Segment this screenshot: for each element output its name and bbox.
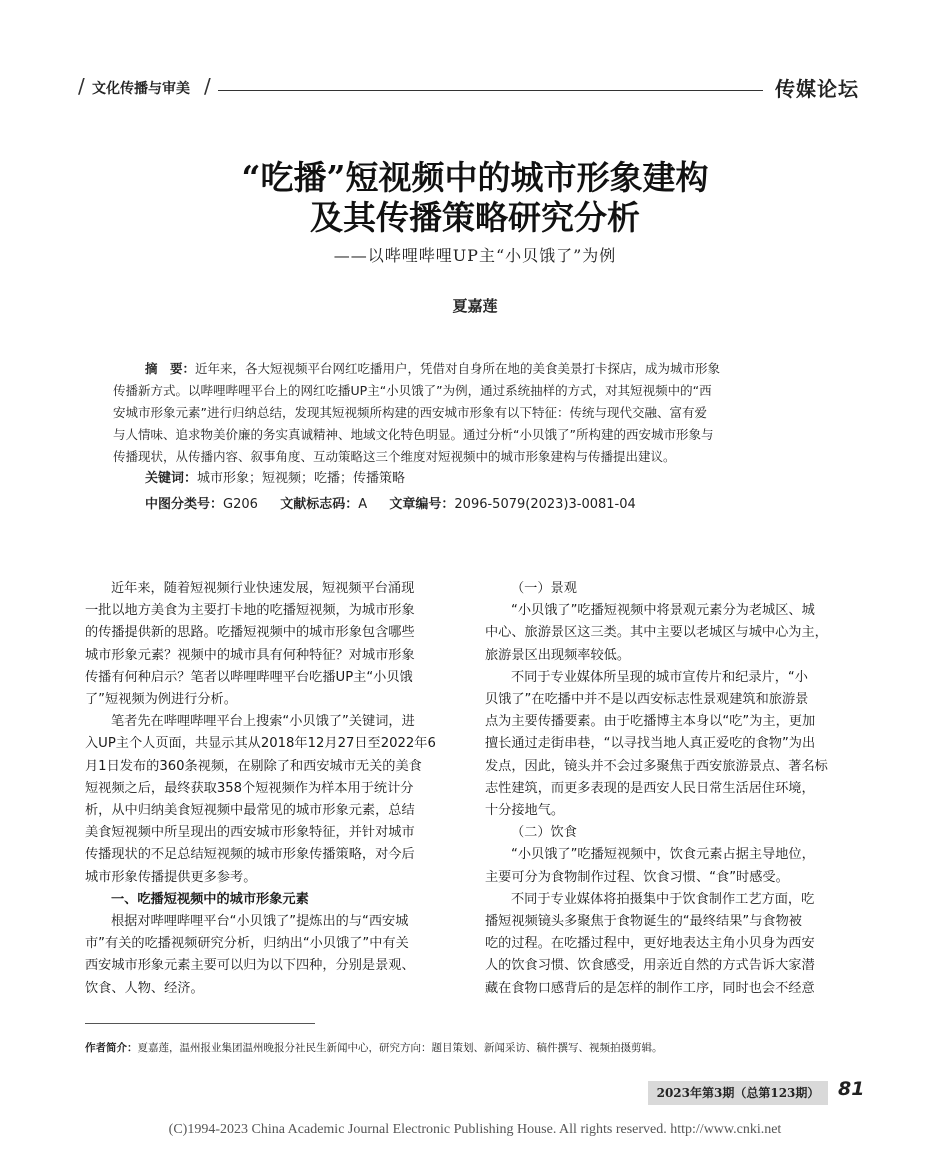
article-number: 2096-5079(2023)3-0081-04	[454, 497, 636, 512]
body-line: 人的饮食习惯、饮食感受，用亲近自然的方式告诉大家潜	[485, 958, 815, 974]
article-title-line2: 及其传播策略研究分析	[310, 198, 640, 237]
body-line: 十分接地气。	[485, 803, 565, 819]
footnote-label: 作者简介：	[85, 1042, 138, 1054]
footnote-text: 夏嘉莲，温州报业集团温州晚报分社民生新闻中心，研究方向：题目策划、新闻采访、稿件撰写、视频拍摄剪辑。	[137, 1042, 663, 1054]
article-subtitle: ——以哔哩哔哩UP主“小贝饿了”为例	[333, 246, 617, 265]
body-line: 贝饿了”在吃播中并不是以西安标志性景观建筑和旅游景	[485, 692, 809, 708]
body-line: 的传播提供新的思路。吃播短视频中的城市形象包含哪些	[85, 625, 415, 641]
body-line: 一批以地方美食为主要打卡地的吃播短视频，为城市形象	[85, 603, 415, 619]
body-line: 播短视频镜头多聚焦于食物诞生的“最终结果”与食物被	[485, 914, 802, 930]
body-line: 擅长通过走街串巷，“以寻找当地人真正爱吃的食物”为出	[485, 736, 816, 752]
body-right-column	[485, 578, 867, 1000]
classification-line: 中图分类号：G206 文献标志码：A 文章编号：2096-5079(2023)3-0081-04	[145, 497, 636, 512]
issue-label: 2023年第3期（总第123期）	[648, 1081, 828, 1105]
body-line: 入UP主个人页面，共显示其从2018年12月27日至2022年6	[85, 736, 436, 752]
body-line: 主要可分为食物制作过程、饮食习惯、“食”时感受。	[485, 869, 789, 885]
body-line: 笔者先在哔哩哔哩平台上搜索“小贝饿了”关键词，进	[111, 714, 415, 730]
body-line: 中心、旅游景区这三类。其中主要以老城区与城中心为主，	[485, 625, 828, 641]
abstract-line: 传播新方式。以哔哩哔哩平台上的网红吃播UP主“小贝饿了”为例，通过系统抽样的方式，对其短视频中的“西	[113, 383, 712, 398]
doc-code: A	[358, 497, 368, 512]
body-line: 析，从中归纳美食短视频中最常见的城市形象元素，总结	[85, 803, 415, 819]
body-line: 志性建筑，而更多表现的是西安人民日常生活居住环境，	[485, 780, 815, 796]
body-line: 月1日发布的360条视频，在剔除了和西安城市无关的美食	[85, 758, 422, 774]
abstract-line: 摘 要：近年来，各大短视频平台网红吃播用户，凭借对自身所在地的美食美景打卡探店，成为城市形象	[145, 361, 721, 376]
body-line: 不同于专业媒体所呈现的城市宣传片和纪录片，“小	[511, 669, 808, 685]
abstract-line: 传播现状，从传播内容、叙事角度、互动策略这三个维度对短视频中的城市形象建构与传播提出建议。	[113, 449, 676, 464]
body-line: 传播有何种启示？笔者以哔哩哔哩平台吃播UP主“小贝饿	[85, 669, 413, 685]
footnote-rule	[85, 1023, 315, 1024]
body-line: 藏在食物口感背后的是怎样的制作工序，同时也会不经意	[485, 980, 815, 996]
header-slash-left: /	[78, 74, 85, 98]
clc-code: G206	[223, 497, 258, 512]
keywords-label: 关键词：	[145, 471, 198, 486]
section-heading: 一、吃播短视频中的城市形象元素	[111, 891, 309, 907]
body-line: 旅游景区出现频率较低。	[485, 647, 631, 663]
keywords-text: 城市形象；短视频；吃播；传播策略	[197, 471, 406, 486]
body-line: “小贝饿了”吃播短视频中，饮食元素占据主导地位，	[511, 847, 815, 863]
abstract-line: 安城市形象元素”进行归纳总结，发现其短视频所构建的西安城市形象有以下特征：传统与现代交融、富有爱	[113, 405, 707, 420]
copyright-notice: (C)1994-2023 China Academic Journal Electronic Publishing House. All rights reserved. http://www.cnki.net	[168, 1122, 782, 1137]
section-label: 文化传播与审美	[92, 81, 190, 97]
header-rule	[218, 90, 763, 91]
subsection-heading: （二）饮食	[511, 825, 577, 841]
body-line: “小贝饿了”吃播短视频中将景观元素分为老城区、城	[511, 603, 815, 619]
body-left-column	[85, 578, 463, 1000]
body-line: 城市形象元素？视频中的城市具有何种特征？对城市形象	[85, 647, 415, 663]
body-line: 城市形象传播提供更多参考。	[85, 869, 257, 885]
body-line: 短视频之后，最终获取358个短视频作为样本用于统计分	[85, 780, 414, 796]
page-number: 81	[838, 1078, 865, 1100]
body-line: 不同于专业媒体将拍摄集中于饮食制作工艺方面，吃	[511, 891, 815, 907]
body-line: 传播现状的不足总结短视频的城市形象传播策略，对今后	[85, 847, 415, 863]
body-line: 了”短视频为例进行分析。	[85, 692, 237, 708]
author-bio-footnote	[85, 1040, 663, 1055]
journal-name: 传媒论坛	[775, 77, 859, 101]
abstract-label: 摘 要：	[145, 361, 196, 376]
body-line: 饮食、人物、经济。	[85, 980, 204, 996]
body-line: 市”有关的吃播视频研究分析，归纳出“小贝饿了”中有关	[85, 936, 409, 952]
body-line: 发点，因此，镜头并不会过多聚焦于西安旅游景点、著名标	[485, 758, 828, 774]
keywords-line	[113, 468, 838, 490]
body-line: 西安城市形象元素主要可以归为以下四种，分别是景观、	[85, 958, 415, 974]
body-line: 点为主要传播要素。由于吃播博主本身以“吃”为主，更加	[485, 714, 816, 730]
subsection-heading: （一）景观	[511, 581, 577, 596]
abstract-block	[113, 358, 838, 516]
body-line: 根据对哔哩哔哩平台“小贝饿了”提炼出的与“西安城	[111, 914, 409, 930]
body-line: 美食短视频中所呈现出的西安城市形象特征，并针对城市	[85, 825, 415, 841]
body-line: 近年来，随着短视频行业快速发展，短视频平台涌现	[111, 581, 415, 596]
author-name: 夏嘉莲	[452, 297, 498, 315]
header-slash-right: /	[204, 74, 211, 98]
article-title-line1: “吃播”短视频中的城市形象建构	[241, 158, 709, 197]
body-line: 吃的过程。在吃播过程中，更好地表达主角小贝身为西安	[485, 936, 815, 952]
abstract-line: 与人情味、追求物美价廉的务实真诚精神、地域文化特色明显。通过分析“小贝饿了”所构建的西安城市形象与	[113, 427, 714, 442]
